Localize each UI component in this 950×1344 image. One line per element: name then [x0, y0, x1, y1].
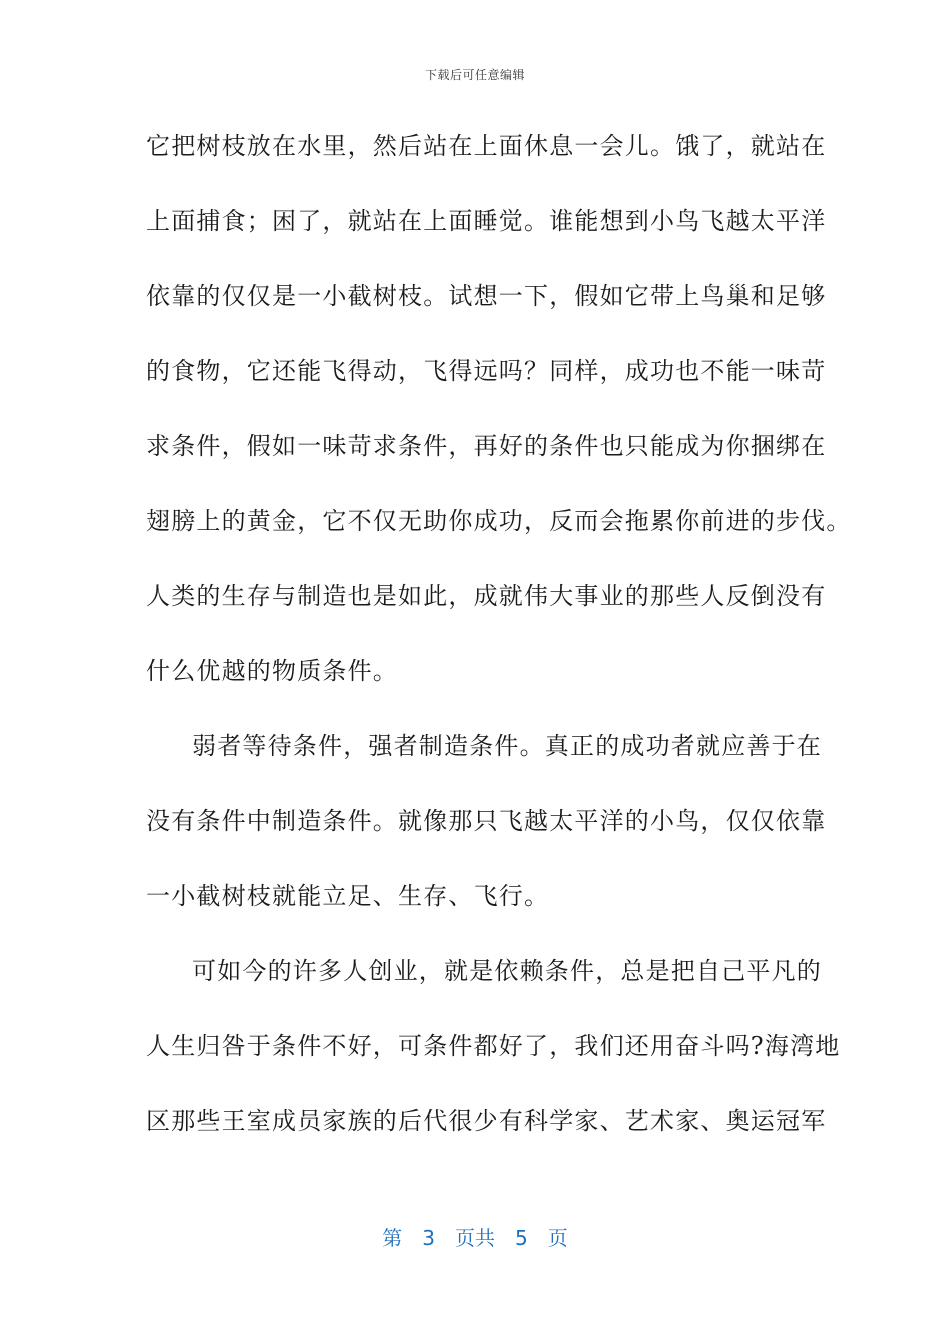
page-footer: [0, 1222, 950, 1251]
text-line: 人类的生存与制造也是如此，成就伟大事业的那些人反倒没有: [146, 582, 827, 610]
text-line: 求条件，假如一味苛求条件，再好的条件也只能成为你捆绑在: [146, 432, 827, 460]
text-line: 它把树枝放在水里，然后站在上面休息一会儿。饿了，就站在: [146, 132, 827, 160]
footer-prefix: 第: [382, 1226, 403, 1250]
current-page-number: 3: [422, 1226, 435, 1250]
text-line: 什么优越的物质条件。: [146, 657, 398, 685]
page-header: 下载后可任意编辑: [424, 68, 525, 82]
footer-middle: 页共: [455, 1226, 495, 1250]
text-line: 的食物，它还能飞得动，飞得远吗？同样，成功也不能一味苛: [146, 357, 827, 385]
text-line: 没有条件中制造条件。就像那只飞越太平洋的小鸟，仅仅依靠: [146, 807, 827, 835]
paragraph-start-line: 可如今的许多人创业，就是依赖条件，总是把自己平凡的: [192, 957, 822, 985]
body-text: [146, 124, 852, 1174]
text-line: 翅膀上的黄金，它不仅无助你成功，反而会拖累你前进的步伐。: [146, 507, 852, 535]
total-page-number: 5: [515, 1226, 528, 1250]
text-line: 人生归咎于条件不好，可条件都好了，我们还用奋斗吗?海湾地: [146, 1032, 841, 1060]
text-line: 一小截树枝就能立足、生存、飞行。: [146, 882, 550, 910]
paragraph-start-line: 弱者等待条件，强者制造条件。真正的成功者就应善于在: [192, 732, 822, 760]
text-line: 上面捕食；困了，就站在上面睡觉。谁能想到小鸟飞越太平洋: [146, 207, 827, 235]
text-line: 区那些王室成员家族的后代很少有科学家、艺术家、奥运冠军: [146, 1107, 827, 1135]
text-line: 依靠的仅仅是一小截树枝。试想一下，假如它带上鸟巢和足够: [146, 282, 827, 310]
footer-suffix: 页: [547, 1226, 568, 1250]
